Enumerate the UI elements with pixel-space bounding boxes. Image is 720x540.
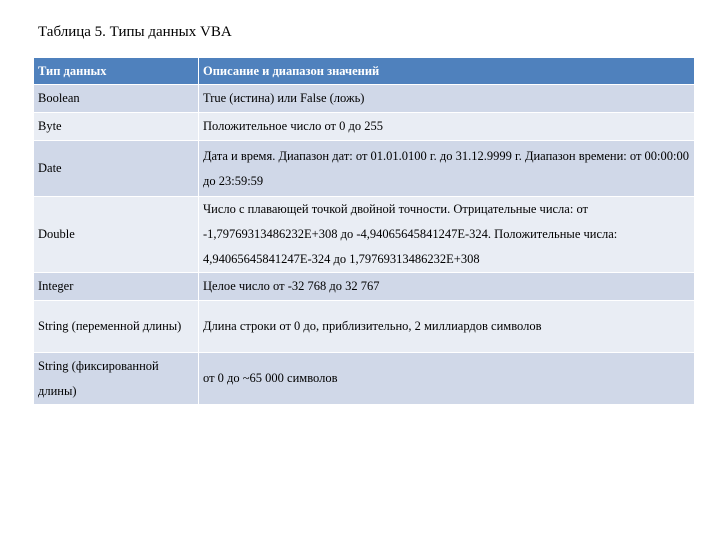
- type-cell: Byte: [34, 113, 199, 141]
- type-cell: String (фиксированной длины): [34, 353, 199, 405]
- table-row: [34, 197, 695, 273]
- table-row: [34, 301, 695, 353]
- type-cell: Boolean: [34, 85, 199, 113]
- table-caption: Таблица 5. Типы данных VBA: [38, 24, 232, 40]
- type-cell: String (переменной длины): [34, 301, 199, 353]
- description-cell: от 0 до ~65 000 символов: [199, 353, 695, 405]
- header-description: Описание и диапазон значений: [199, 58, 695, 85]
- data-types-table: [33, 57, 695, 405]
- type-cell: Date: [34, 141, 199, 197]
- table-row: [34, 85, 695, 113]
- type-cell: Integer: [34, 273, 199, 301]
- table-row: [34, 353, 695, 405]
- table-row: [34, 273, 695, 301]
- table-header-row: [34, 58, 695, 85]
- description-cell: Целое число от -32 768 до 32 767: [199, 273, 695, 301]
- table-row: [34, 141, 695, 197]
- description-cell: Длина строки от 0 до, приблизительно, 2 миллиардов символов: [199, 301, 695, 353]
- description-cell: Дата и время. Диапазон дат: от 01.01.0100 г. до 31.12.9999 г. Диапазон времени: от 00:00:00 до 23:59:59: [199, 141, 695, 197]
- table-row: [34, 113, 695, 141]
- description-cell: Положительное число от 0 до 255: [199, 113, 695, 141]
- description-cell: Число с плавающей точкой двойной точности. Отрицательные числа: от -1,79769313486232E+308 до -4,94065645841247E-324. Положительные числа: 4,94065645841247E-324 до 1,79769313486232E+308: [199, 197, 695, 273]
- type-cell: Double: [34, 197, 199, 273]
- description-cell: True (истина) или False (ложь): [199, 85, 695, 113]
- header-type: Тип данных: [34, 58, 199, 85]
